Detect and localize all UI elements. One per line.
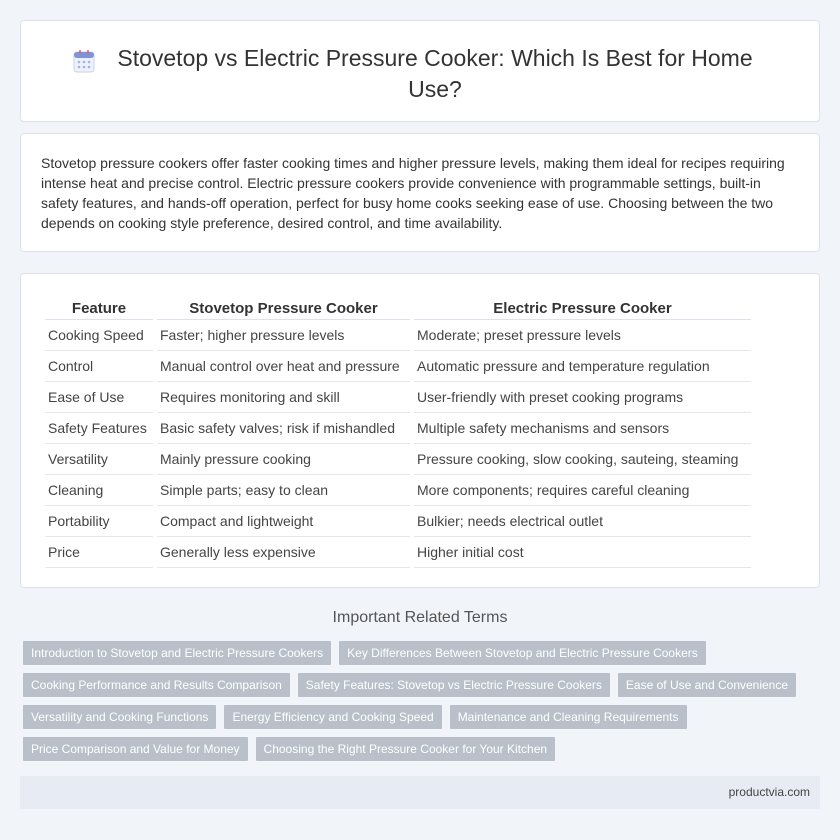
feature-cell: Ease of Use xyxy=(45,382,153,413)
electric-cell: Pressure cooking, slow cooking, sauteing, steaming xyxy=(414,444,751,475)
related-term-tag[interactable]: Safety Features: Stovetop vs Electric Pressure Cookers xyxy=(298,673,610,697)
table-row xyxy=(45,351,751,382)
table-row xyxy=(45,506,751,537)
page-title: Stovetop vs Electric Pressure Cooker: Which Is Best for Home Use? xyxy=(117,45,753,102)
table-row xyxy=(45,537,751,568)
related-terms-list xyxy=(23,641,823,761)
header-stovetop: Stovetop Pressure Cooker xyxy=(157,294,410,320)
footer xyxy=(20,776,820,809)
table-row xyxy=(45,475,751,506)
stovetop-cell: Basic safety valves; risk if mishandled xyxy=(157,413,410,444)
feature-cell: Safety Features xyxy=(45,413,153,444)
header-electric: Electric Pressure Cooker xyxy=(414,294,751,320)
stovetop-cell: Simple parts; easy to clean xyxy=(157,475,410,506)
related-term-tag[interactable]: Ease of Use and Convenience xyxy=(618,673,796,697)
feature-cell: Portability xyxy=(45,506,153,537)
comparison-table xyxy=(41,294,755,568)
feature-cell: Price xyxy=(45,537,153,568)
related-term-tag[interactable]: Energy Efficiency and Cooking Speed xyxy=(224,705,441,729)
intro-paragraph: Stovetop pressure cookers offer faster cooking times and higher pressure levels, making them ideal for recipes requiring intense heat and precise control. Electric pressure cookers provide convenience with programmable settings, built-in safety features, and hands-off operation, perfect for busy home cooks seeking ease of use. Choosing between the two depends on cooking style preference, desired control, and time availability. xyxy=(41,155,785,231)
comparison-card xyxy=(20,273,820,588)
electric-cell: Higher initial cost xyxy=(414,537,751,568)
table-row xyxy=(45,320,751,351)
electric-cell: More components; requires careful cleaning xyxy=(414,475,751,506)
related-term-tag[interactable]: Key Differences Between Stovetop and Electric Pressure Cookers xyxy=(339,641,706,665)
stovetop-cell: Mainly pressure cooking xyxy=(157,444,410,475)
related-term-tag[interactable]: Maintenance and Cleaning Requirements xyxy=(450,705,687,729)
feature-cell: Versatility xyxy=(45,444,153,475)
feature-cell: Cleaning xyxy=(45,475,153,506)
table-row xyxy=(45,382,751,413)
feature-cell: Cooking Speed xyxy=(45,320,153,351)
electric-cell: Automatic pressure and temperature regulation xyxy=(414,351,751,382)
related-terms-title: Important Related Terms xyxy=(332,609,508,626)
stovetop-cell: Faster; higher pressure levels xyxy=(157,320,410,351)
stovetop-cell: Manual control over heat and pressure xyxy=(157,351,410,382)
electric-cell: Multiple safety mechanisms and sensors xyxy=(414,413,751,444)
table-header-row xyxy=(45,294,751,320)
related-term-tag[interactable]: Cooking Performance and Results Comparison xyxy=(23,673,290,697)
related-term-tag[interactable]: Choosing the Right Pressure Cooker for Your Kitchen xyxy=(256,737,556,761)
related-term-tag[interactable]: Introduction to Stovetop and Electric Pressure Cookers xyxy=(23,641,331,665)
header-feature: Feature xyxy=(45,294,153,320)
header-card xyxy=(20,20,820,122)
table-row xyxy=(45,413,751,444)
intro-card xyxy=(20,133,820,252)
table-row xyxy=(45,444,751,475)
feature-cell: Control xyxy=(45,351,153,382)
stovetop-cell: Generally less expensive xyxy=(157,537,410,568)
related-term-tag[interactable]: Versatility and Cooking Functions xyxy=(23,705,216,729)
electric-cell: Moderate; preset pressure levels xyxy=(414,320,751,351)
stovetop-cell: Compact and lightweight xyxy=(157,506,410,537)
electric-cell: Bulkier; needs electrical outlet xyxy=(414,506,751,537)
footer-site-link[interactable]: productvia.com xyxy=(728,785,810,799)
electric-cell: User-friendly with preset cooking programs xyxy=(414,382,751,413)
related-term-tag[interactable]: Price Comparison and Value for Money xyxy=(23,737,248,761)
stovetop-cell: Requires monitoring and skill xyxy=(157,382,410,413)
